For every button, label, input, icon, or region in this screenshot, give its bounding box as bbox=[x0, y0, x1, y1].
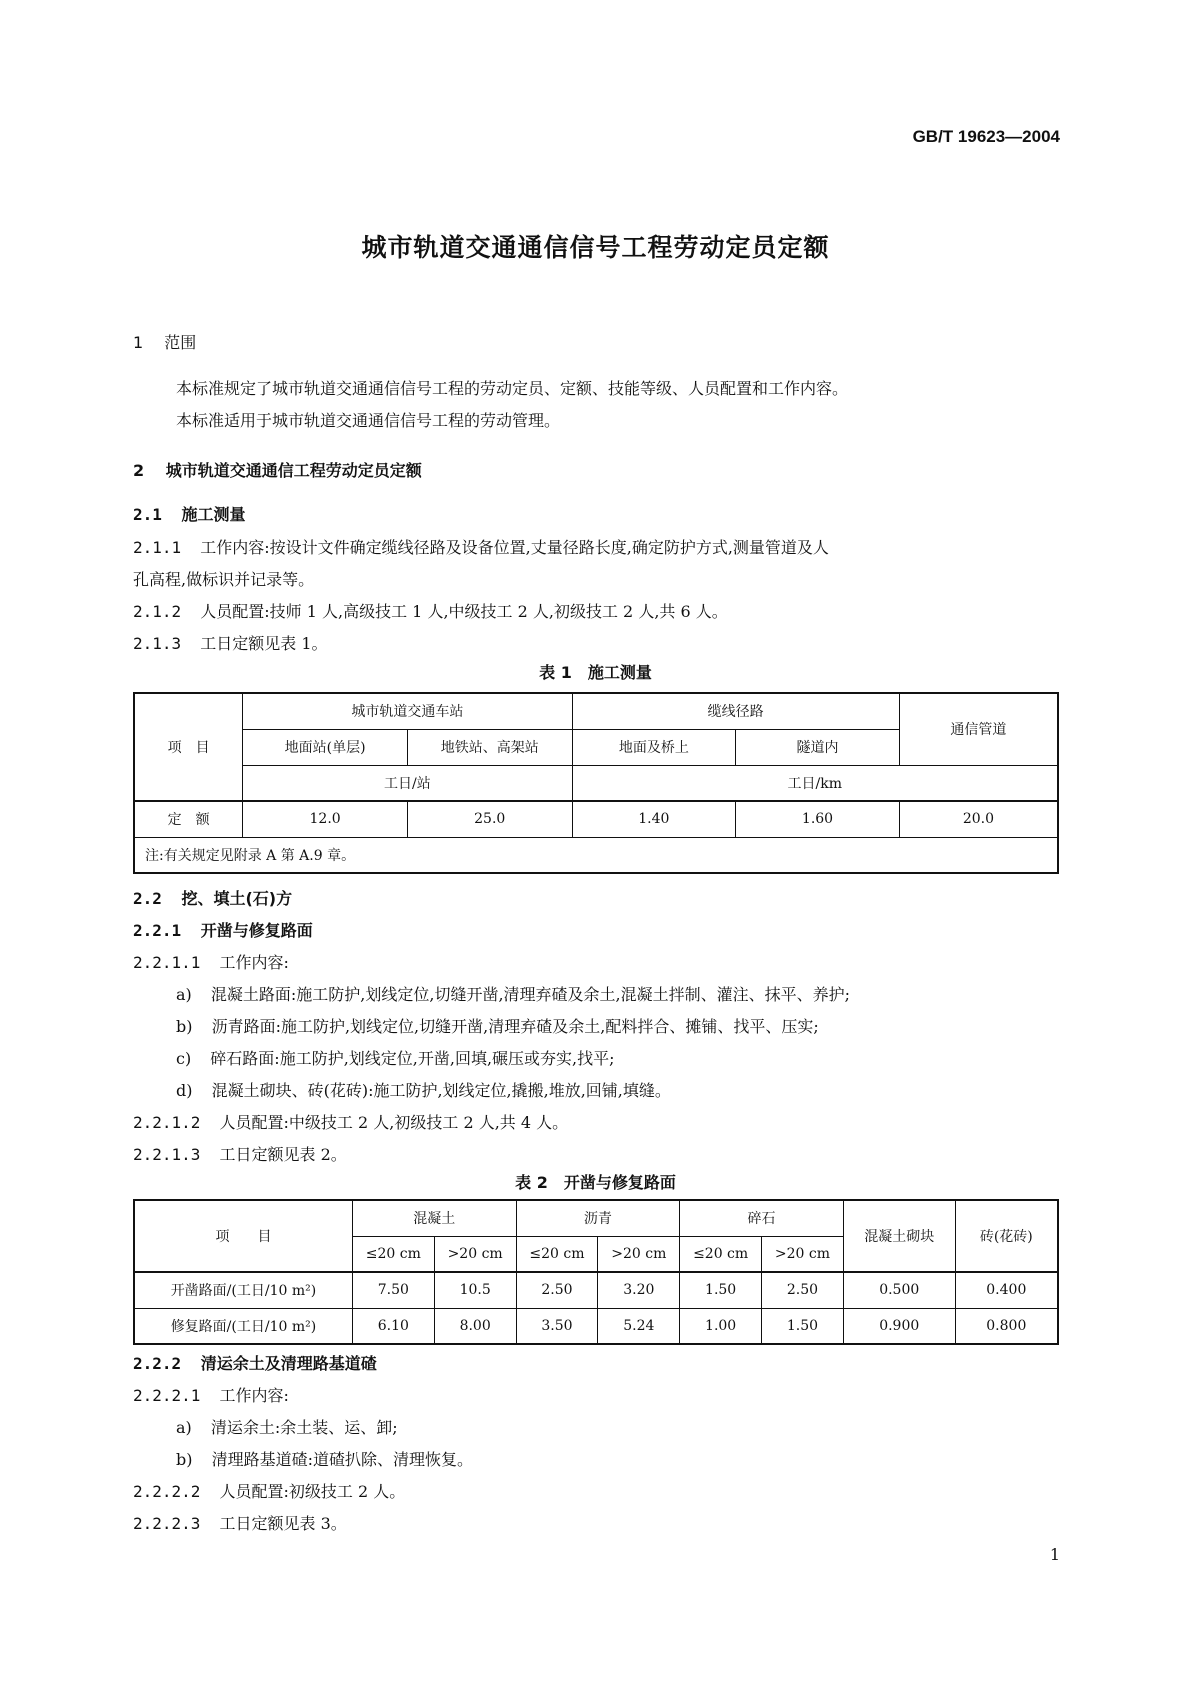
table-1-caption: 表 1 施工测量 bbox=[539, 663, 652, 682]
clause-number: 2.1.3 bbox=[133, 634, 182, 653]
section-2-2-heading bbox=[133, 886, 292, 909]
table-header-group: 混凝土砌块 bbox=[843, 1200, 955, 1272]
table-cell: 2.50 bbox=[762, 1272, 844, 1308]
clause-number: 2.2.1.3 bbox=[133, 1145, 201, 1164]
clause-2-2-1-2 bbox=[133, 1110, 568, 1133]
clause-2-1-1 bbox=[133, 535, 829, 558]
table-2 bbox=[133, 1199, 1059, 1345]
table-header-cell: 地铁站、高架站 bbox=[407, 729, 572, 765]
list-marker: b) bbox=[176, 1017, 193, 1036]
list-item bbox=[176, 1447, 473, 1470]
list-marker: b) bbox=[176, 1450, 193, 1469]
table-cell: 1.60 bbox=[736, 801, 900, 837]
section-title: 挖、填土(石)方 bbox=[181, 889, 293, 908]
list-item bbox=[176, 982, 850, 1005]
list-item bbox=[176, 1415, 398, 1438]
section-number: 2.1 bbox=[133, 505, 162, 524]
table-header-group: 缆线径路 bbox=[572, 693, 899, 729]
table-2-caption: 表 2 开凿与修复路面 bbox=[515, 1173, 676, 1192]
table-header-group: 混凝土 bbox=[352, 1200, 516, 1236]
clause-text: 人员配置:初级技工 2 人。 bbox=[219, 1482, 406, 1501]
table-header-cell: ≤20 cm bbox=[680, 1236, 762, 1272]
list-text: 碎石路面:施工防护,划线定位,开凿,回填,碾压或夯实,找平; bbox=[210, 1049, 615, 1068]
clause-text: 工作内容:按设计文件确定缆线径路及设备位置,丈量径路长度,确定防护方式,测量管道及人 bbox=[200, 538, 829, 557]
clause-number: 2.2.2.2 bbox=[133, 1482, 201, 1501]
table-row-label: 定 额 bbox=[134, 801, 243, 837]
table-cell: 0.900 bbox=[843, 1308, 955, 1344]
clause-2-2-2-1 bbox=[133, 1383, 289, 1406]
clause-number: 2.1.2 bbox=[133, 602, 182, 621]
table-cell: 1.50 bbox=[762, 1308, 844, 1344]
clause-number: 2.2.2.1 bbox=[133, 1386, 201, 1405]
table-header-item: 项 目 bbox=[134, 693, 243, 801]
table-note: 注:有关规定见附录 A 第 A.9 章。 bbox=[134, 837, 1058, 873]
table-cell: 2.50 bbox=[516, 1272, 598, 1308]
table-unit-cell: 工日/站 bbox=[243, 765, 572, 801]
table-cell: 6.10 bbox=[352, 1308, 434, 1344]
table-cell: 3.50 bbox=[516, 1308, 598, 1344]
table-header-group: 城市轨道交通车站 bbox=[243, 693, 572, 729]
section-2-2-2-heading bbox=[133, 1351, 377, 1374]
paragraph: 孔高程,做标识并记录等。 bbox=[133, 570, 315, 589]
table-cell: 1.40 bbox=[572, 801, 736, 837]
table-header-group: 沥青 bbox=[516, 1200, 680, 1236]
table-cell: 7.50 bbox=[352, 1272, 434, 1308]
clause-2-2-1-3 bbox=[133, 1142, 347, 1165]
list-text: 混凝土砌块、砖(花砖):施工防护,划线定位,撬搬,堆放,回铺,填缝。 bbox=[211, 1081, 671, 1100]
clause-text: 工日定额见表 2。 bbox=[219, 1145, 347, 1164]
table-header-cell: ≤20 cm bbox=[352, 1236, 434, 1272]
table-cell: 5.24 bbox=[598, 1308, 680, 1344]
section-title: 城市轨道交通通信工程劳动定员定额 bbox=[165, 461, 422, 480]
section-title: 范围 bbox=[164, 333, 197, 352]
table-cell: 0.400 bbox=[955, 1272, 1058, 1308]
table-cell: 1.50 bbox=[680, 1272, 762, 1308]
clause-2-1-3 bbox=[133, 631, 328, 654]
section-title: 开凿与修复路面 bbox=[200, 921, 313, 940]
section-title: 施工测量 bbox=[181, 505, 246, 524]
clause-number: 2.2.1.2 bbox=[133, 1113, 201, 1132]
list-item bbox=[176, 1078, 671, 1101]
table-unit-cell: 工日/km bbox=[572, 765, 1058, 801]
table-cell: 0.500 bbox=[843, 1272, 955, 1308]
table-header-cell: >20 cm bbox=[598, 1236, 680, 1272]
clause-2-1-2 bbox=[133, 599, 728, 622]
section-number: 2.2 bbox=[133, 889, 162, 908]
standard-number: GB/T 19623—2004 bbox=[912, 127, 1060, 146]
clause-number: 2.2.1.1 bbox=[133, 953, 201, 972]
list-text: 清运余土:余土装、运、卸; bbox=[210, 1418, 398, 1437]
table-row-label: 开凿路面/(工日/10 m²) bbox=[134, 1272, 352, 1308]
table-cell: 1.00 bbox=[680, 1308, 762, 1344]
table-header-cell: >20 cm bbox=[434, 1236, 516, 1272]
list-text: 清理路基道碴:道碴扒除、清理恢复。 bbox=[211, 1450, 473, 1469]
section-number: 2.2.2 bbox=[133, 1354, 182, 1373]
section-1-heading bbox=[133, 330, 196, 353]
clause-text: 工作内容: bbox=[219, 953, 289, 972]
table-cell: 25.0 bbox=[407, 801, 572, 837]
table-cell: 0.800 bbox=[955, 1308, 1058, 1344]
list-text: 混凝土路面:施工防护,划线定位,切缝开凿,清理弃碴及余土,混凝土拌制、灌注、抹平、养护; bbox=[210, 985, 851, 1004]
list-text: 沥青路面:施工防护,划线定位,切缝开凿,清理弃碴及余土,配料拌合、摊铺、找平、压实; bbox=[211, 1017, 819, 1036]
section-number: 1 bbox=[133, 333, 144, 352]
clause-2-2-2-3 bbox=[133, 1511, 347, 1534]
clause-text: 人员配置:中级技工 2 人,初级技工 2 人,共 4 人。 bbox=[219, 1113, 569, 1132]
list-marker: a) bbox=[176, 1418, 192, 1437]
table-header-cell: 地面及桥上 bbox=[572, 729, 736, 765]
clause-text: 工日定额见表 1。 bbox=[200, 634, 328, 653]
table-header-group: 砖(花砖) bbox=[955, 1200, 1058, 1272]
section-2-1-heading bbox=[133, 502, 246, 525]
list-marker: d) bbox=[176, 1081, 193, 1100]
paragraph: 本标准规定了城市轨道交通通信信号工程的劳动定员、定额、技能等级、人员配置和工作内容。 bbox=[176, 379, 849, 398]
page-number: 1 bbox=[1049, 1545, 1060, 1564]
table-header-cell: ≤20 cm bbox=[516, 1236, 598, 1272]
table-cell: 3.20 bbox=[598, 1272, 680, 1308]
clause-2-2-2-2 bbox=[133, 1479, 405, 1502]
section-2-heading bbox=[133, 458, 422, 481]
table-cell: 20.0 bbox=[899, 801, 1058, 837]
list-marker: c) bbox=[176, 1049, 192, 1068]
table-cell: 8.00 bbox=[434, 1308, 516, 1344]
table-header-group: 通信管道 bbox=[899, 693, 1058, 765]
section-number: 2.2.1 bbox=[133, 921, 182, 940]
clause-2-2-1-1 bbox=[133, 950, 289, 973]
clause-number: 2.2.2.3 bbox=[133, 1514, 201, 1533]
clause-text: 人员配置:技师 1 人,高级技工 1 人,中级技工 2 人,初级技工 2 人,共 6 人。 bbox=[200, 602, 728, 621]
table-header-item: 项 目 bbox=[134, 1200, 352, 1272]
table-1 bbox=[133, 692, 1059, 874]
clause-number: 2.1.1 bbox=[133, 538, 182, 557]
section-title: 清运余土及清理路基道碴 bbox=[200, 1354, 377, 1373]
table-header-cell: 隧道内 bbox=[736, 729, 900, 765]
table-cell: 10.5 bbox=[434, 1272, 516, 1308]
list-item bbox=[176, 1014, 819, 1037]
section-2-2-1-heading bbox=[133, 918, 313, 941]
table-header-cell: >20 cm bbox=[762, 1236, 844, 1272]
table-header-cell: 地面站(单层) bbox=[243, 729, 408, 765]
list-item bbox=[176, 1046, 615, 1069]
clause-text: 工作内容: bbox=[219, 1386, 289, 1405]
section-number: 2 bbox=[133, 461, 145, 480]
paragraph: 本标准适用于城市轨道交通通信信号工程的劳动管理。 bbox=[176, 411, 561, 430]
document-title: 城市轨道交通通信信号工程劳动定员定额 bbox=[361, 233, 830, 262]
table-cell: 12.0 bbox=[243, 801, 408, 837]
clause-text: 工日定额见表 3。 bbox=[219, 1514, 347, 1533]
table-header-group: 碎石 bbox=[680, 1200, 844, 1236]
table-row-label: 修复路面/(工日/10 m²) bbox=[134, 1308, 352, 1344]
list-marker: a) bbox=[176, 985, 192, 1004]
